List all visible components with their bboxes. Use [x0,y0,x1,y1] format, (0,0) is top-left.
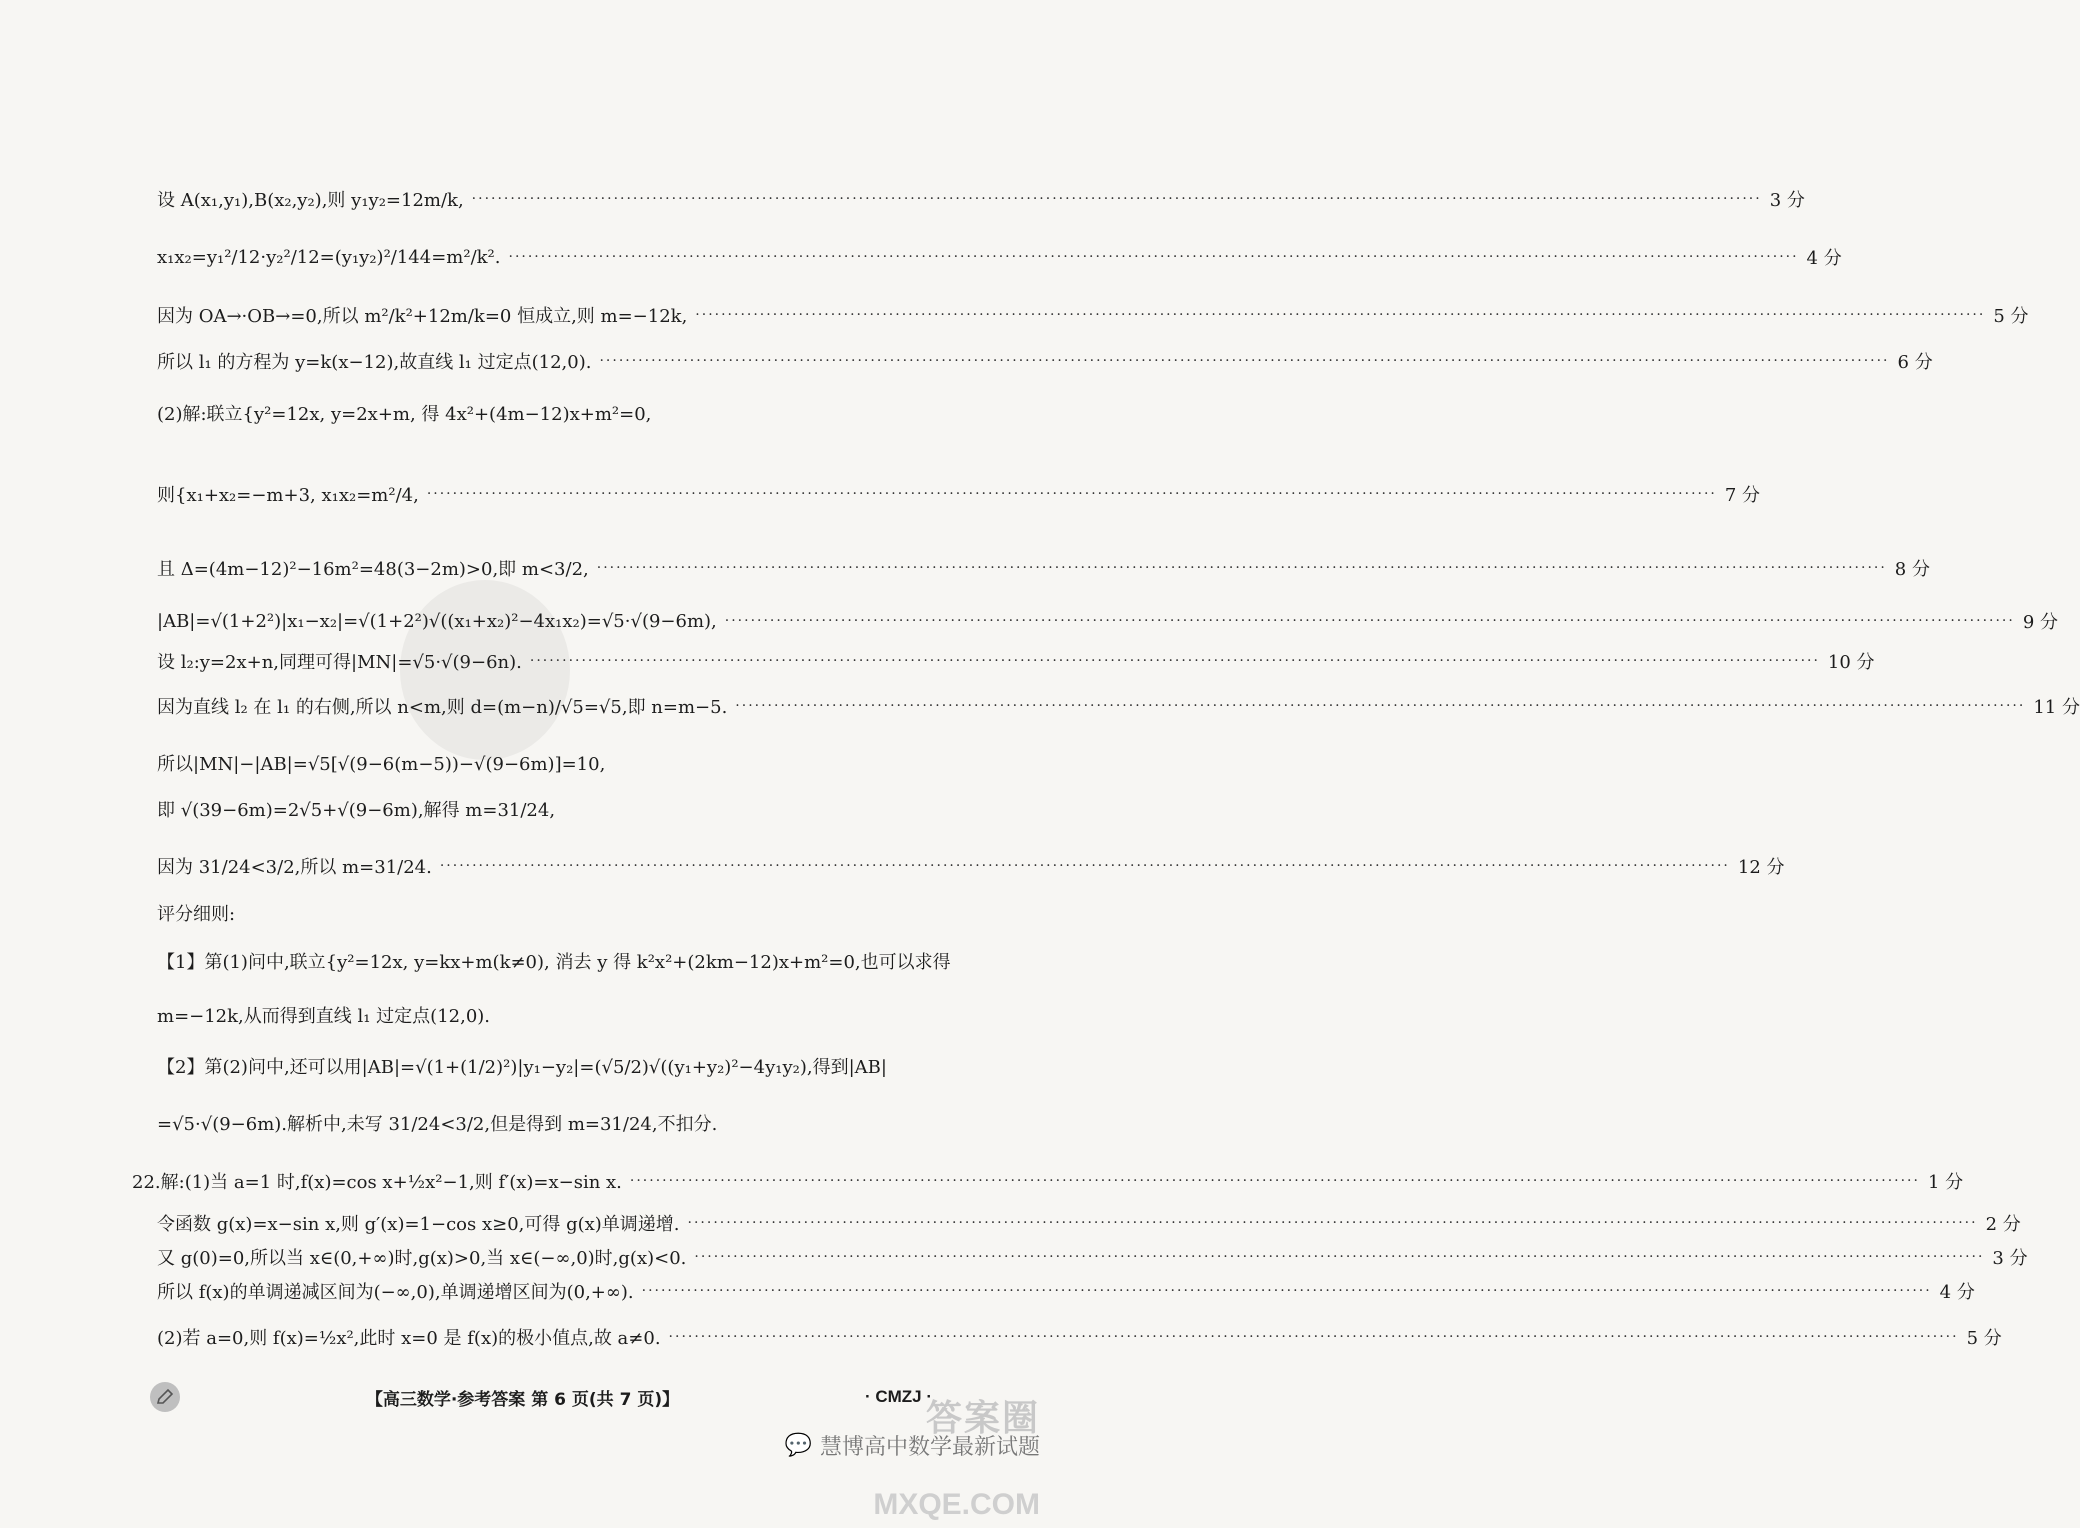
score-label: 2 分 [1985,1214,2021,1235]
score-label: 5 分 [1993,306,2029,327]
leader-dots: ········································································································································································································ [439,858,1730,874]
leader-dots: ········································································································································································································ [529,653,1820,669]
line-text: 因为 OA→·OB→=0,所以 m²/k²+12m/k=0 恒成立,则 m=−12k, [157,306,688,327]
answer-line [157,186,1805,212]
line-text: 则{x₁+x₂=−m+3, x₁x₂=m²/4, [157,485,419,506]
footer-title: 【高三数学·参考答案 第 6 页(共 7 页)】 [365,1389,680,1410]
score-label: 5 分 [1966,1328,2002,1349]
answer-line [157,1053,932,1079]
answer-line [157,1002,932,1028]
score-label: 12 分 [1737,857,1785,878]
line-text: 设 A(x₁,y₁),B(x₂,y₂),则 y₁y₂=12m/k, [157,190,464,211]
bottom-watermark [784,1398,1040,1461]
line-text: 因为 31/24<3/2,所以 m=31/24. [157,857,432,878]
page-footer [150,1380,932,1414]
answer-line [157,796,932,822]
leader-dots: ········································································································································································································ [668,1329,1959,1345]
line-text: 设 l₂:y=2x+n,同理可得|MN|=√5·√(9−6n). [157,652,522,673]
line-text: 即 √(39−6m)=2√5+√(9−6m),解得 m=31/24, [157,800,556,821]
answer-line [157,481,1761,507]
answer-line [157,244,1842,270]
leader-dots: ········································································································································································································ [629,1173,1920,1189]
answer-line [157,1244,2028,1270]
line-text: 且 Δ=(4m−12)²−16m²=48(3−2m)>0,即 m<3/2, [157,559,589,580]
score-label: 10 分 [1827,652,1875,673]
answer-line [157,555,1930,581]
answer-line [132,1168,1964,1194]
line-text: (2)解:联立{y²=12x, y=2x+m, 得 4x²+(4m−12)x+m²=0, [157,404,652,425]
score-label: 9 分 [2022,612,2059,633]
answer-line [157,900,932,926]
answer-line [157,853,1785,879]
answer-line [157,1324,2002,1350]
leader-dots: ········································································································································································································ [641,1283,1932,1299]
leader-dots: ········································································································································································································ [724,613,2015,629]
brand-logo: 答案圈 [925,1398,1040,1439]
line-text: 所以|MN|−|AB|=√5[√(9−6(m−5))−√(9−6m)]=10, [157,754,606,775]
leader-dots: ········································································································································································································ [471,191,1762,207]
score-label: 7 分 [1724,485,1761,506]
answer-line [157,948,951,974]
line-text: m=−12k,从而得到直线 l₁ 过定点(12,0). [157,1006,491,1027]
answer-line [157,693,2080,719]
answer-line [157,648,1875,674]
line-text: 【2】第(2)问中,还可以用|AB|=√(1+(1/2)²)|y₁−y₂|=(√5/2)√((y₁+y₂)²−4y₁y₂),得到|AB| [157,1057,887,1078]
answer-line [157,348,1933,374]
site-watermark: MXQE.COM [873,1488,1040,1521]
leader-dots: ········································································································································································································ [735,698,2026,714]
channel-name: 慧博高中数学最新试题 [819,1435,1040,1460]
score-label: 4 分 [1806,248,1842,269]
line-text: 22.解:(1)当 a=1 时,f(x)=cos x+½x²−1,则 f′(x)=x−sin x. [132,1172,622,1193]
line-text: 所以 l₁ 的方程为 y=k(x−12),故直线 l₁ 过定点(12,0). [157,352,592,373]
line-text: |AB|=√(1+2²)|x₁−x₂|=√(1+2²)√((x₁+x₂)²−4x₁x₂)=√5·√(9−6m), [157,610,717,632]
leader-dots: ········································································································································································································ [596,560,1887,576]
line-text: x₁x₂=y₁²/12·y₂²/12=(y₁y₂)²/144=m²/k². [157,246,501,268]
leader-dots: ········································································································································································································ [599,353,1890,369]
answer-line [157,400,932,426]
score-label: 3 分 [1992,1248,2028,1269]
leader-dots: ········································································································································································································ [508,249,1799,265]
footer-code: · CMZJ · [864,1387,932,1406]
score-label: 1 分 [1927,1172,1964,1193]
leader-dots: ········································································································································································································ [426,486,1717,502]
line-text: 又 g(0)=0,所以当 x∈(0,+∞)时,g(x)>0,当 x∈(−∞,0)时,g(x)<0. [157,1248,687,1269]
score-label: 4 分 [1939,1282,1975,1303]
line-text: 【1】第(1)问中,联立{y²=12x, y=kx+m(k≠0), 消去 y 得 k²x²+(2km−12)x+m²=0,也可以求得 [157,952,951,973]
answer-line [157,1278,1975,1304]
leader-dots: ········································································································································································································ [694,1249,1985,1265]
leader-dots: ········································································································································································································ [695,307,1986,323]
wechat-icon: 💬 [784,1433,812,1458]
answer-line [157,1110,932,1136]
answer-line [157,750,932,776]
line-text: 令函数 g(x)=x−sin x,则 g′(x)=1−cos x≥0,可得 g(x)单调递增. [157,1214,680,1235]
answer-line [157,1210,2021,1236]
line-text: 因为直线 l₂ 在 l₁ 的右侧,所以 n<m,则 d=(m−n)/√5=√5,即 n=m−5. [157,697,728,718]
leader-dots: ········································································································································································································ [687,1215,1978,1231]
answer-line [157,302,2029,328]
score-label: 6 分 [1897,352,1933,373]
line-text: (2)若 a=0,则 f(x)=½x²,此时 x=0 是 f(x)的极小值点,故 a≠0. [157,1328,661,1349]
line-text: 所以 f(x)的单调递减区间为(−∞,0),单调递增区间为(0,+∞). [157,1282,634,1303]
line-text: 评分细则: [157,904,236,925]
score-label: 3 分 [1769,190,1805,211]
answer-line [157,608,2059,634]
score-label: 8 分 [1894,559,1930,580]
line-text: =√5·√(9−6m).解析中,未写 31/24<3/2,但是得到 m=31/24,不扣分. [157,1114,718,1135]
pencil-icon [150,1382,180,1412]
score-label: 11 分 [2033,697,2080,718]
